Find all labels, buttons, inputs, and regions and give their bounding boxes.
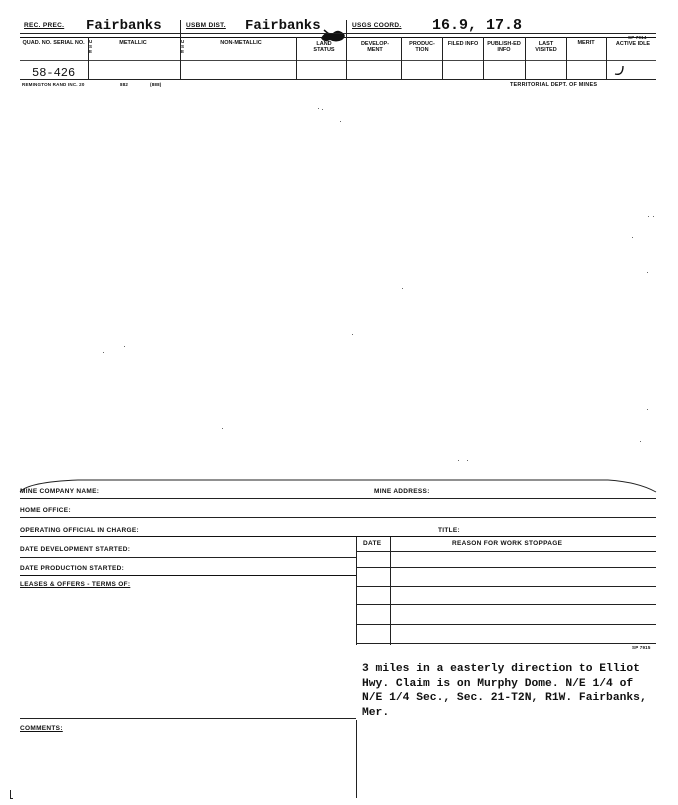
divider-10 [606,37,607,79]
col-last-visited: LAST VISITED [535,41,557,54]
lower-card-edge [18,474,658,496]
speck [647,272,648,273]
header-row-divider [20,60,656,61]
col-nonmetallic-code: U S E [181,39,185,55]
usgs-coord-value: 16.9, 17.8 [432,17,523,34]
speck [640,441,641,442]
usgs-coord-label: USGS COORD. [352,22,402,29]
divider-3 [296,37,297,79]
divider-8 [525,37,526,79]
speck [222,428,223,429]
mine-company-name-label: MINE COMPANY NAME: [20,488,100,495]
date-table-row-1 [356,567,656,568]
form-code-bottom: SP 7915 [632,645,651,650]
operating-official-line [20,536,656,537]
speck [318,108,319,109]
col-land-status: LAND STATUS [313,41,335,54]
col-filed-info: FILED INFO [447,41,479,47]
mine-address-label: MINE ADDRESS: [374,488,430,495]
col-development: DEVELOP-MENT [360,41,390,54]
home-office-label: HOME OFFICE: [20,507,71,514]
date-table-row-5 [356,643,656,644]
mine-company-line [20,498,656,499]
operating-official-label: OPERATING OFFICIAL IN CHARGE: [20,527,139,534]
col-serial-no: SERIAL NO. [53,40,85,46]
home-office-line [20,517,656,518]
header-mid-line [20,37,656,38]
date-table-left [356,537,357,645]
date-table-row-3 [356,604,656,605]
divider-5 [401,37,402,79]
usbm-dist-value: Fairbanks [245,18,321,34]
speck [402,288,403,289]
date-development-started-label: DATE DEVELOPMENT STARTED: [20,546,131,553]
date-production-started-label: DATE PRODUCTION STARTED: [20,565,125,572]
active-idle-mark [612,62,630,80]
speck [632,237,633,238]
speck [124,346,125,347]
col-active-idle: ACTIVE IDLE [615,41,651,47]
speck [467,460,468,461]
leases-offers-label: LEASES & OFFERS - TERMS OF: [20,581,131,588]
speck [648,216,649,217]
col-published-info: PUBLISH-ED INFO [487,41,521,54]
territorial-dept: TERRITORIAL DEPT. OF MINES [510,82,598,88]
date-table-row-4 [356,624,656,625]
form-code-top: SP 7914 [628,35,647,40]
date-development-line [20,557,356,558]
col-quad-no: QUAD. NO. [22,40,52,46]
speck [653,216,654,217]
col-production: PRODUC-TION [409,41,435,54]
comments-right-border [356,720,357,798]
col-nonmetallic: NON-METALLIC [220,40,262,46]
header-top-line [20,33,656,34]
divider-4 [346,20,347,79]
comments-line [20,718,356,719]
speck [352,334,353,335]
printer-imprint: REMINGTON RAND INC. 20 [22,82,85,87]
speck [647,409,648,410]
header-bottom-line [20,79,656,80]
date-table-divider [390,537,391,645]
speck [340,121,341,122]
date-column-header: DATE [363,540,382,547]
title-label: TITLE: [438,527,461,534]
usbm-dist-label: USBM DIST. [186,22,226,29]
quad-no-value: 58-426 [32,66,76,80]
reason-column-header: REASON FOR WORK STOPPAGE [452,540,563,547]
divider-6 [442,37,443,79]
rec-prec-label: REC. PREC. [24,22,65,29]
date-table-header-line [356,551,656,552]
divider-9 [566,37,567,79]
col-metallic: METALLIC [119,40,147,46]
speck [103,352,104,353]
col-merit: MERIT [577,40,595,46]
imprint-code-1: 882 [120,82,129,87]
rec-prec-value: Fairbanks [86,18,162,34]
speck [458,460,459,461]
date-table-row-2 [356,586,656,587]
date-production-line [20,575,356,576]
location-description: 3 miles in a easterly direction to Elliot Hwy. Claim is on Murphy Dome. N/E 1/4 of N/E 1/4 Sec., Sec. 21-T2N, R1W. Fairbanks, Mer. [362,663,647,719]
speck [322,109,323,110]
comments-label: COMMENTS: [20,725,63,732]
divider-7 [483,37,484,79]
col-metallic-code: U S E [89,39,93,55]
imprint-code-2: (888) [150,82,162,87]
corner-tick [10,790,11,798]
corner-tick-foot [10,798,13,799]
